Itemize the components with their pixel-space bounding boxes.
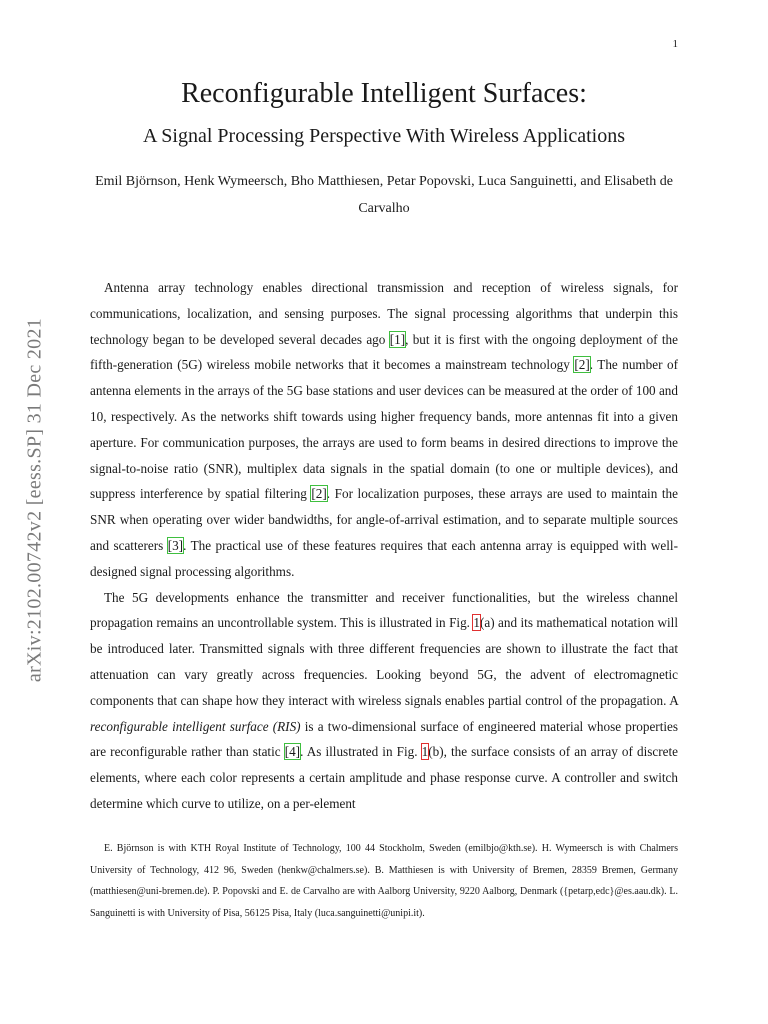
author-list: Emil Björnson, Henk Wymeersch, Bho Matthiesen, Petar Popovski, Luca Sanguinetti, and Elisabeth de Carvalho — [95, 174, 673, 216]
author-affiliation-footnote — [90, 838, 678, 924]
paper-subtitle: A Signal Processing Perspective With Wireless Applications — [142, 125, 626, 147]
text-run: . The practical use of these features requires that each antenna array is equipped with well-designed signal processing algorithms. — [90, 537, 678, 579]
text-run: . The number of antenna elements in the arrays of the 5G base stations and user devices can be measured at the order of 100 and 10, respectively. As the networks shift towards using higher frequency bands, more antennas fit into a given aperture. For communication purposes, the arrays are used to form beams in desired directions to improve the signal-to-noise ratio (SNR), multiplex data signals in the spatial domain (to one or multiple devices), and suppress interference by spatial filtering — [90, 357, 678, 502]
citation-link[interactable]: [1] — [389, 331, 406, 347]
citation-link[interactable]: [2] — [311, 486, 327, 502]
text-run: . As illustrated in Fig. — [300, 744, 422, 760]
paragraph-2 — [90, 585, 678, 817]
emphasized-term: reconfigurable intelligent surface (RIS) — [90, 718, 301, 734]
text-run: (a) and its mathematical notation will be introduced later. Transmitted signals with three different frequencies are shown to illustrate the fact that attenuation can vary greatly across frequencies. Looking beyond 5G, the advent of electromagnetic components that can shape how they interact with wireless signals enables partial control of the propagation. A — [90, 615, 678, 708]
text-run: The 5G developments enhance the transmitter and receiver functionalities, but the wireless channel propagation remains an uncontrollable system. This is illustrated in Fig. — [90, 589, 678, 631]
text-run: , but it is first with the ongoing deployment of the fifth-generation (5G) wireless mobile networks that it becomes a mainstream technology — [90, 331, 678, 373]
body-text — [90, 275, 678, 817]
footnote-text: E. Björnson is with KTH Royal Institute of Technology, 100 44 Stockholm, Sweden (emilbjo@kth.se). H. Wymeersch is with Chalmers University of Technology, 412 96, Sweden (henkw@chalmers.se). B. Matthiesen is with University of Bremen, 28359 Bremen, Germany (matthiesen@uni-bremen.de). P. Popovski and E. de Carvalho are with Aalborg University, 9220 Aalborg, Denmark ({petarp,edc}@es.aau.dk). L. Sanguinetti is with University of Pisa, 56125 Pisa, Italy (luca.sanguinetti@unipi.it). — [90, 843, 678, 919]
page-number: 1 — [672, 38, 678, 50]
text-run: is a two-dimensional surface of engineered material whose properties are reconfigurable rather than static — [90, 718, 679, 760]
figure-link[interactable]: 1 — [421, 744, 429, 760]
citation-link[interactable]: [2] — [574, 357, 590, 373]
citation-link[interactable]: [4] — [284, 744, 301, 760]
paper-title: Reconfigurable Intelligent Surfaces: — [181, 78, 587, 109]
paragraph-1 — [90, 275, 678, 585]
citation-link[interactable]: [3] — [167, 537, 184, 553]
figure-link[interactable]: 1 — [473, 615, 480, 631]
arxiv-identifier-stamp: arXiv:2102.00742v2 [eess.SP] 31 Dec 2021 — [23, 317, 46, 683]
text-run: (b), the surface consists of an array of discrete elements, where each color represents a certain amplitude and phase response curve. A controller and switch determine which curve to utilize, on a per-element — [90, 744, 679, 811]
text-run: Antenna array technology enables directional transmission and reception of wireless signals, for communications, localization, and sensing purposes. The signal processing algorithms that underpin this technology began to be developed several decades ago — [90, 280, 678, 347]
text-run: . For localization purposes, these arrays are used to maintain the SNR when operating over wider bandwidths, for angle-of-arrival estimation, and to separate multiple sources and scatterers — [90, 486, 678, 553]
